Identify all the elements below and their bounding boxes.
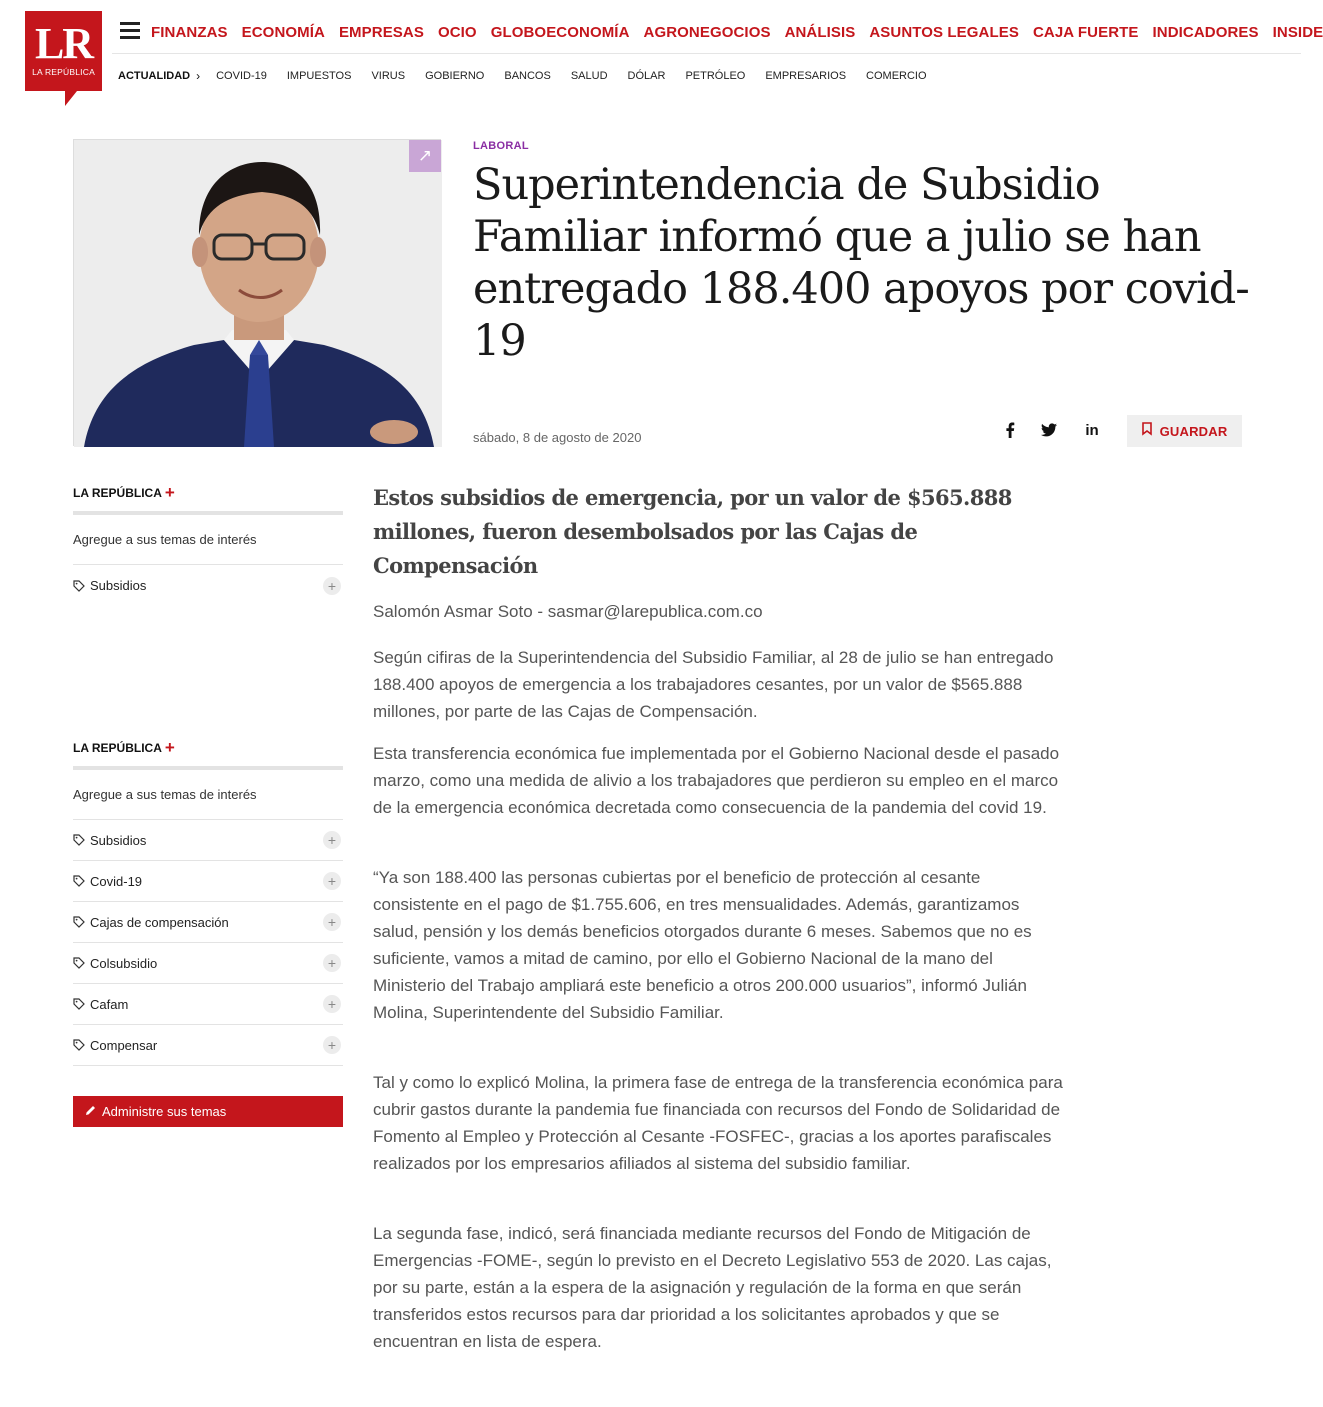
topic-item[interactable]	[73, 861, 343, 902]
bookmark-icon	[1142, 422, 1152, 440]
sidebar-topics-block	[73, 483, 343, 606]
topic-item[interactable]	[73, 1025, 343, 1066]
tag-icon	[73, 998, 85, 1010]
article-kicker[interactable]: LABORAL	[473, 140, 529, 152]
sidebar-title-text: LA REPÚBLICA	[73, 741, 162, 755]
topic-label: Subsidios	[90, 832, 147, 848]
sub-nav-item[interactable]: VIRUS	[371, 70, 406, 82]
hamburger-icon[interactable]	[120, 22, 140, 38]
plus-circle-icon[interactable]: +	[323, 872, 341, 890]
article-date: sábado, 8 de agosto de 2020	[473, 430, 642, 445]
article-paragraph: Según cifiras de la Superintendencia del Subsidio Familiar, al 28 de julio se han entregado 188.400 apoyos de emergencia a los trabajadores cesantes, por un valor de $565.888 millones, por parte de las Cajas de Compensación.	[373, 648, 1054, 721]
sidebar-topics-block	[73, 738, 343, 1066]
article-paragraph: Tal y como lo explicó Molina, la primera fase de entrega de la transferencia económica para cubrir gastos durante la pandemia fue financiada con recursos del Fondo de Solidaridad de Fomento al Empleo y Protección al Cesante -FOSFEC-, gracias a los aportes parafiscales realizados por los empresarios afiliados al sistema del subsidio familiar.	[373, 1073, 1063, 1173]
logo-subtitle: LA REPÚBLICA	[32, 67, 95, 77]
topic-item[interactable]	[73, 943, 343, 984]
article-byline[interactable]: Salomón Asmar Soto - sasmar@larepublica.com.co	[373, 602, 763, 621]
article-paragraph: La segunda fase, indicó, será financiada mediante recursos del Fondo de Mitigación de Emergencias -FOME-, según lo previsto en el Decreto Legislativo 553 de 2020. Las cajas, por su parte, están a la espera de la asignación y regulación de la forma en que serán transferidos estos recursos para dar prioridad a los solicitantes aprobados y que se encuentran en lista de espera.	[373, 1224, 1052, 1351]
topic-item[interactable]	[73, 820, 343, 861]
plus-circle-icon[interactable]: +	[323, 913, 341, 931]
sub-nav-item[interactable]: EMPRESARIOS	[765, 70, 847, 82]
sub-nav-item[interactable]: DÓLAR	[627, 70, 666, 82]
main-nav-item[interactable]: ASUNTOS LEGALES	[869, 24, 1019, 41]
sub-nav-current[interactable]: ACTUALIDAD	[118, 70, 191, 82]
sidebar-intro: Agregue a sus temas de interés	[73, 515, 343, 565]
main-nav-item[interactable]: EMPRESAS	[338, 24, 424, 41]
twitter-icon[interactable]	[1038, 420, 1060, 440]
topic-label: Covid-19	[90, 873, 143, 889]
sidebar-intro: Agregue a sus temas de interés	[73, 770, 343, 820]
plus-circle-icon[interactable]: +	[323, 1036, 341, 1054]
main-nav-item[interactable]: OCIO	[437, 24, 477, 41]
main-nav-item[interactable]: INSIDE	[1272, 24, 1323, 41]
sub-nav-item[interactable]: PETRÓLEO	[685, 70, 746, 82]
main-nav-item[interactable]: ECONOMÍA	[241, 24, 325, 41]
tag-icon	[73, 580, 85, 592]
sub-nav-item[interactable]: GOBIERNO	[425, 70, 485, 82]
topic-item[interactable]	[73, 984, 343, 1025]
main-nav-item[interactable]: GLOBOECONOMÍA	[490, 24, 630, 41]
plus-circle-icon[interactable]: +	[323, 954, 341, 972]
article-paragraph: “Ya son 188.400 las personas cubiertas por el beneficio de protección al cesante consistente en el pago de $1.755.606, en tres mensualidades. Además, garantizamos salud, pensión y los demás beneficios otorgados durante 6 meses. Sabemos que no es suficiente, vamos a mitad de camino, por ello el Gobierno Nacional de la mano del Ministerio del Trabajo ampliará este beneficio a otros 200.000 usuarios”, informó Julián Molina, Superintendente del Subsidio Familiar.	[373, 868, 1032, 1022]
sub-nav-item[interactable]: COVID-19	[216, 70, 267, 82]
plus-circle-icon[interactable]: +	[323, 577, 341, 595]
topic-label: Colsubsidio	[90, 955, 158, 971]
manage-topics-label: Administre sus temas	[102, 1104, 227, 1119]
article-paragraph: Esta transferencia económica fue implementada por el Gobierno Nacional desde el pasado marzo, como una medida de alivio a los trabajadores que perdieron su empleo en el marco de la emergencia económica decretada como consecuencia de la pandemia del covid 19.	[373, 744, 1060, 817]
tag-icon	[73, 957, 85, 969]
main-nav-item[interactable]: ANÁLISIS	[784, 24, 856, 41]
logo-text: LR	[34, 19, 93, 68]
sub-nav-item[interactable]: SALUD	[570, 70, 608, 82]
main-nav-item[interactable]: AGRONEGOCIOS	[643, 24, 771, 41]
sub-nav-item[interactable]: IMPUESTOS	[286, 70, 352, 82]
sidebar-block-title	[73, 483, 343, 503]
main-nav	[151, 24, 1323, 41]
article-photo	[73, 139, 441, 446]
sub-nav-item[interactable]: BANCOS	[504, 70, 551, 82]
pencil-icon	[85, 1104, 96, 1119]
plus-icon: +	[164, 738, 175, 757]
main-nav-item[interactable]: INDICADORES	[1152, 24, 1259, 41]
topic-label: Subsidios	[90, 578, 147, 593]
plus-circle-icon[interactable]: +	[323, 995, 341, 1013]
article-headline: Superintendencia de Subsidio Familiar informó que a julio se han entregado 188.400 apoyos por covid-19	[473, 160, 1249, 366]
sub-nav-item[interactable]: COMERCIO	[866, 70, 927, 82]
tag-icon	[73, 1039, 85, 1051]
expand-arrow-icon[interactable]: ↗	[409, 140, 441, 172]
linkedin-icon[interactable]: in	[1085, 421, 1099, 439]
tag-icon	[73, 875, 85, 887]
chevron-right-icon: ›	[196, 68, 201, 83]
article-lead: Estos subsidios de emergencia, por un valor de $565.888 millones, fueron desembolsados por las Cajas de Compensación	[373, 485, 1012, 578]
facebook-icon[interactable]	[999, 420, 1021, 440]
tag-icon	[73, 834, 85, 846]
topic-label: Cafam	[90, 996, 129, 1012]
manage-topics-button[interactable]	[73, 1096, 343, 1127]
topic-item[interactable]	[73, 565, 343, 606]
plus-circle-icon[interactable]: +	[323, 831, 341, 849]
sidebar-title-text: LA REPÚBLICA	[73, 486, 162, 500]
topic-label: Compensar	[90, 1037, 158, 1053]
sidebar-block-title	[73, 738, 343, 758]
save-label: GUARDAR	[1159, 423, 1228, 439]
nav-divider	[112, 53, 1301, 54]
main-nav-item[interactable]: CAJA FUERTE	[1032, 24, 1139, 41]
tag-icon	[73, 916, 85, 928]
site-logo[interactable]	[25, 11, 102, 107]
plus-icon: +	[164, 483, 175, 502]
topic-label: Cajas de compensación	[90, 914, 229, 930]
sub-nav	[118, 70, 947, 82]
topic-item[interactable]	[73, 902, 343, 943]
save-button[interactable]	[1127, 415, 1242, 447]
main-nav-item[interactable]: FINANZAS	[151, 24, 228, 41]
